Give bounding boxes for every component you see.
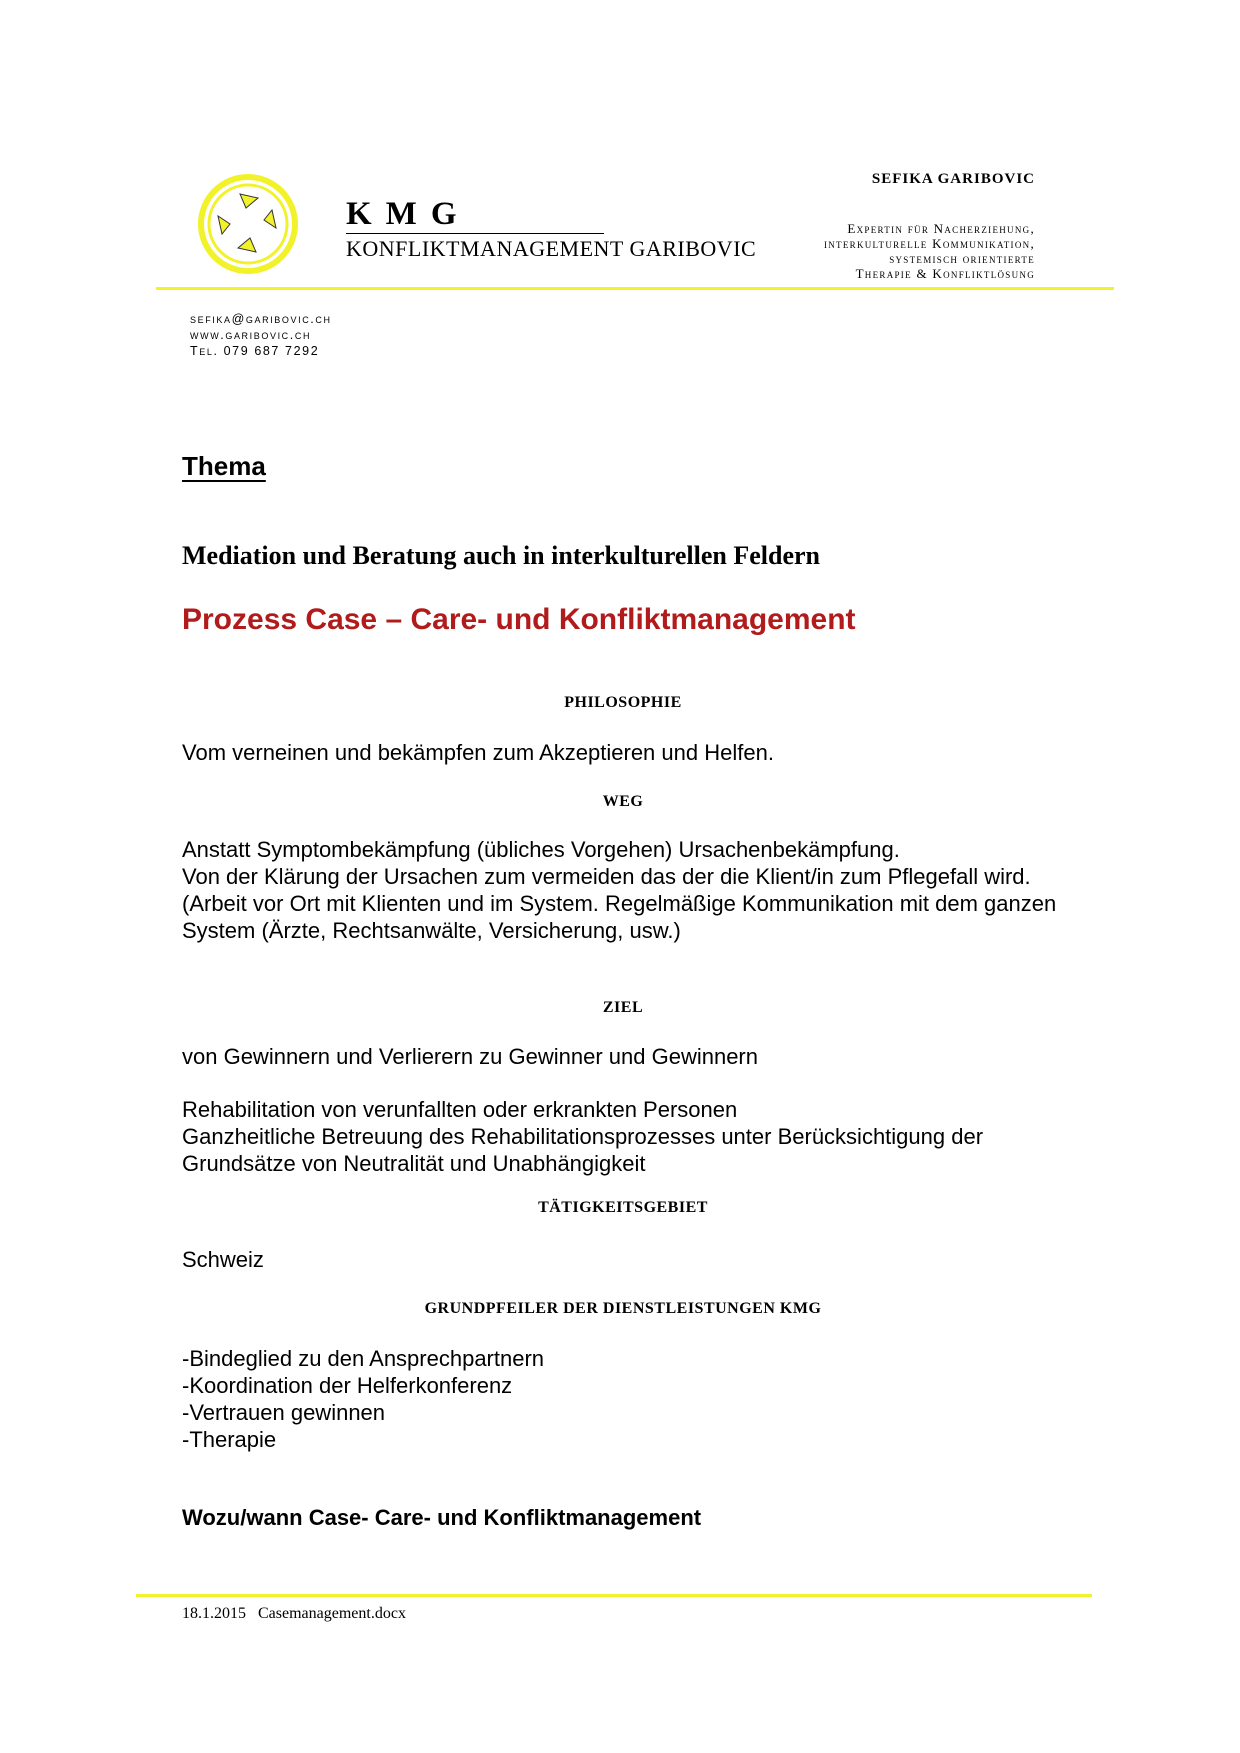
- owner-description-line: Therapie & Konfliktlösung: [855, 266, 1035, 281]
- owner-description-line: Expertin für Nacherziehung,: [847, 221, 1035, 236]
- section-text-weg: [182, 836, 1062, 944]
- contact-email[interactable]: sefika@garibovic.ch: [190, 312, 332, 326]
- owner-name: SEFIKA GARIBOVIC: [871, 171, 1035, 187]
- process-title: Prozess Case – Care- und Konfliktmanagement: [182, 603, 856, 636]
- section-text-ziel: von Gewinnern und Verlierern zu Gewinner und Gewinnern: [182, 1044, 758, 1069]
- document-title: Mediation und Beratung auch in interkulturellen Feldern: [182, 541, 821, 570]
- section-text-ziel-rehabilitation: [182, 1096, 1062, 1177]
- list-item: -Koordination der Helferkonferenz: [182, 1373, 513, 1398]
- contact-phone: Tel. 079 687 7292: [190, 344, 320, 358]
- owner-description: [615, 221, 1035, 281]
- paragraph-line: Von der Klärung der Ursachen zum vermeiden das der die Klient/in zum Pflegefall wird.: [182, 864, 1031, 889]
- kmg-logo-icon: [196, 172, 300, 276]
- section-heading-grundpfeiler: GRUNDPFEILER DER DIENSTLEISTUNGEN KMG: [424, 1300, 822, 1317]
- logo-title: KMG: [346, 196, 471, 232]
- paragraph-line: Anstatt Symptombekämpfung (übliches Vorgehen) Ursachenbekämpfung.: [182, 837, 900, 862]
- closing-heading: Wozu/wann Case- Care- und Konfliktmanagement: [182, 1505, 702, 1530]
- section-text-taetigkeitsgebiet: Schweiz: [182, 1247, 264, 1272]
- section-heading-philosophie: PHILOSOPHIE: [564, 694, 682, 711]
- owner-description-line: systemisch orientierte: [889, 251, 1035, 266]
- footer-filename: Casemanagement.docx: [258, 1605, 406, 1622]
- owner-description-line: interkulturelle Kommunikation,: [823, 236, 1035, 251]
- contact-website[interactable]: www.garibovic.ch: [190, 328, 312, 342]
- paragraph-line: Ganzheitliche Betreuung des Rehabilitationsprozesses unter Berücksichtigung der Grundsätze von Neutralität und Unabhängigkeit: [182, 1124, 984, 1176]
- section-heading-ziel: ZIEL: [602, 999, 644, 1016]
- grundpfeiler-list: [182, 1345, 1062, 1453]
- contact-block: [190, 311, 332, 359]
- section-heading-taetigkeitsgebiet: TÄTIGKEITSGEBIET: [538, 1199, 708, 1216]
- list-item: -Therapie: [182, 1427, 277, 1452]
- footer-date: 18.1.2015: [182, 1605, 246, 1622]
- paragraph-line: Rehabilitation von verunfallten oder erkrankten Personen: [182, 1097, 738, 1122]
- section-heading-weg: WEG: [602, 793, 644, 810]
- footer: [182, 1605, 418, 1623]
- footer-divider: [136, 1594, 1092, 1597]
- logo-subtitle: KONFLIKTMANAGEMENT GARIBOVIC: [346, 236, 757, 261]
- section-text-philosophie: Vom verneinen und bekämpfen zum Akzeptieren und Helfen.: [182, 740, 774, 765]
- logo-rule: [346, 233, 604, 234]
- list-item: -Bindeglied zu den Ansprechpartnern: [182, 1346, 545, 1371]
- thema-label: Thema: [182, 451, 266, 481]
- paragraph-line: (Arbeit vor Ort mit Klienten und im System. Regelmäßige Kommunikation mit dem ganzen System (Ärzte, Rechtsanwälte, Versicherung, usw.): [182, 891, 1057, 943]
- header-divider: [156, 287, 1114, 290]
- list-item: -Vertrauen gewinnen: [182, 1400, 386, 1425]
